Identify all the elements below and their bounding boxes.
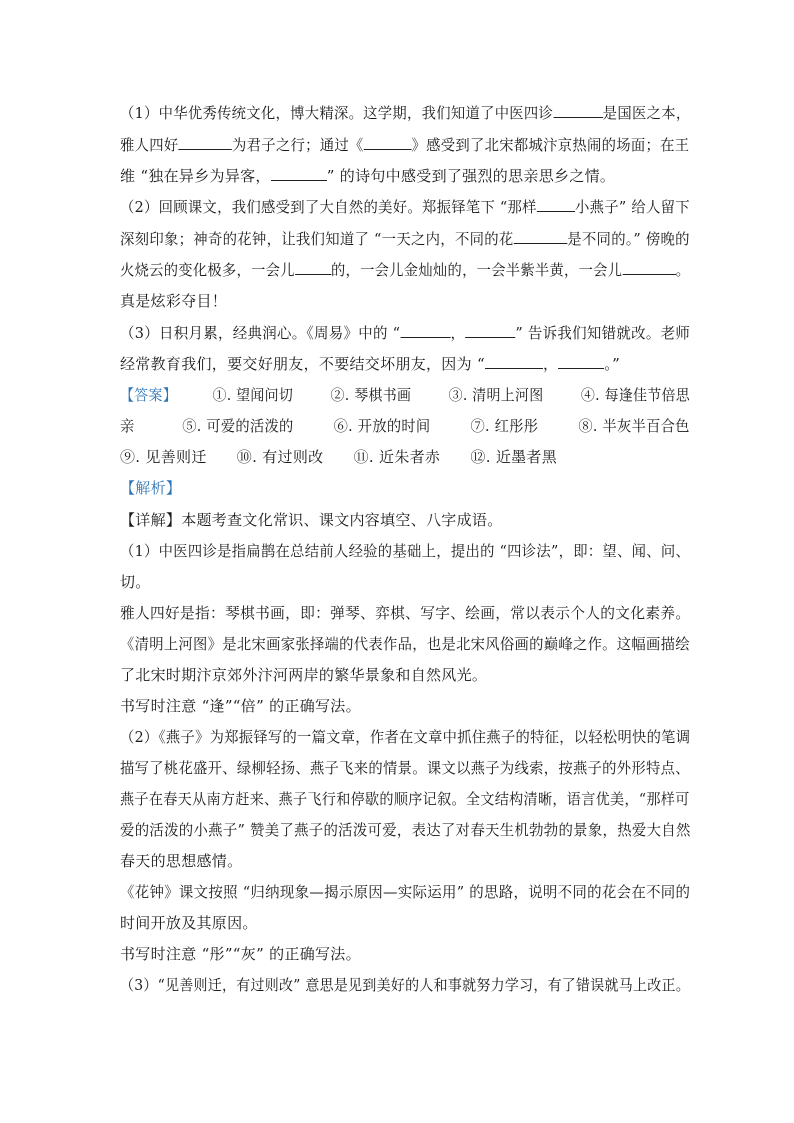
analysis-text: 描写了桃花盛开、绿柳轻扬、燕子飞来的情景。课文以燕子为线索，按燕子的外形特点、 — [120, 759, 690, 777]
question-line — [120, 135, 689, 155]
analysis-text: 了北宋时期汴京郊外汴河两岸的繁华景象和自然风光。 — [120, 666, 488, 684]
question-text: 真是炫彩夺目！ — [120, 292, 228, 310]
question-text: 经常教育我们，要交好朋友，不要结交坏朋友，因为 “ — [120, 355, 485, 373]
answer-item: ②. 琴棋书画 — [330, 386, 412, 404]
analysis-line — [120, 696, 361, 716]
answer-line — [120, 447, 557, 467]
answer-label: 【答案】 — [120, 386, 177, 404]
analysis-line — [120, 603, 690, 623]
question-text: 。” — [604, 355, 621, 373]
analysis-text: 切。 — [120, 573, 151, 591]
analysis-text: 《清明上河图》是北宋画家张择端的代表作品，也是北宋风俗画的巅峰之作。这幅画描绘 — [120, 635, 690, 653]
analysis-text: （3）“见善则迁，有过则改” 意思是见到美好的人和事就努力学习，有了错误就马上改正。 — [120, 976, 691, 994]
question-text: 》感受到了北宋都城汴京热闹的场面；在王 — [411, 136, 690, 154]
question-line — [120, 354, 620, 374]
analysis-line — [120, 789, 690, 809]
question-text: 为君子之行；通过《 — [232, 136, 364, 154]
answer-item: ③. 清明上河图 — [448, 386, 544, 404]
question-line — [120, 229, 690, 249]
analysis-line — [120, 758, 690, 778]
question-text: 是不同的。” 傍晚的 — [567, 230, 690, 248]
analysis-text: 《花钟》课文按照 “归纳现象—揭示原因—实际运用” 的思路，说明不同的花会在不同的 — [120, 883, 691, 901]
question-text: 维 “独在异乡为异客， — [120, 167, 271, 185]
fill-blank — [400, 323, 450, 338]
answer-item: 亲 — [120, 417, 135, 435]
analysis-line — [120, 820, 691, 840]
analysis-line — [120, 541, 690, 561]
detail-label: 【详解】 — [120, 511, 182, 529]
question-line — [120, 103, 690, 123]
analysis-line — [120, 944, 361, 964]
question-text: 雅人四好 — [120, 136, 179, 154]
analysis-line — [120, 634, 690, 654]
question-text: （3）日积月累，经典润心。《周易》中的 “ — [120, 324, 401, 342]
analysis-text: 时间开放及其原因。 — [120, 914, 258, 932]
analysis-text: （2）《燕子》为郑振铎写的一篇文章，作者在文章中抓住燕子的特征，以轻松明快的笔调 — [120, 728, 691, 746]
answer-item: ⑦. 红彤彤 — [470, 417, 539, 435]
analysis-line — [120, 913, 258, 933]
analysis-text: （1）中医四诊是指扁鹊在总结前人经验的基础上，提出的 “四诊法”，即：望、闻、问、 — [120, 542, 691, 560]
question-text: 小燕子” 给人留下 — [575, 198, 690, 216]
analysis-line — [120, 851, 242, 871]
question-line — [120, 260, 690, 280]
analysis-line — [120, 572, 151, 592]
fill-blank — [537, 197, 575, 212]
analysis-text: 书写时注意 “逢”“倍” 的正确写法。 — [120, 697, 361, 715]
analysis-line — [120, 510, 503, 530]
answer-item: ⑨. 见善则迁 — [120, 448, 207, 466]
question-line — [120, 197, 690, 217]
analysis-label: 【解析】 — [120, 479, 182, 497]
analysis-heading — [120, 478, 181, 498]
fill-blank — [465, 323, 515, 338]
question-text: （1）中华优秀传统文化，博大精深。这学期，我们知道了中医四诊 — [120, 104, 554, 122]
answer-item: ⑥. 开放的时间 — [333, 417, 431, 435]
answer-item: ⑫. 近墨者黑 — [470, 448, 558, 466]
fill-blank — [485, 354, 543, 369]
analysis-text: 燕子在春天从南方赶来、燕子飞行和停歇的顺序记叙。全文结构清晰，语言优美，“那样可 — [120, 790, 690, 808]
question-text: 是国医之本， — [602, 104, 691, 122]
fill-blank — [271, 166, 327, 181]
fill-blank — [553, 103, 603, 118]
question-text: 。 — [675, 261, 691, 279]
answer-line — [120, 416, 690, 436]
question-text: 的，一会儿金灿灿的，一会半紫半黄，一会儿 — [330, 261, 623, 279]
fill-blank — [364, 135, 412, 150]
question-text: 火烧云的变化极多，一会儿 — [120, 261, 295, 279]
fill-blank — [558, 354, 604, 369]
question-text: ” 告诉我们知错就改。老师 — [515, 324, 691, 342]
analysis-text: 春天的思想感情。 — [120, 852, 243, 870]
fill-blank — [179, 135, 233, 150]
question-line — [120, 166, 615, 186]
fill-blank — [622, 260, 675, 275]
fill-blank — [514, 229, 568, 244]
question-text: ” 的诗句中感受到了强烈的思亲思乡之情。 — [326, 167, 616, 185]
analysis-line — [120, 882, 690, 902]
answer-item: ①. 望闻问切 — [212, 386, 294, 404]
analysis-text: 爱的活泼的小燕子” 赞美了燕子的活泼可爱，表达了对春天生机勃勃的景象，热爱大自然 — [120, 821, 691, 839]
question-text: （2）回顾课文，我们感受到了大自然的美好。郑振铎笔下 “那样 — [120, 198, 537, 216]
analysis-text: 本题考查文化常识、课文内容填空、八字成语。 — [181, 511, 503, 529]
analysis-line — [120, 975, 690, 995]
analysis-text: 雅人四好是指：琴棋书画，即：弹琴、弈棋、写字、绘画，常以表示个人的文化素养。 — [120, 604, 691, 622]
answer-item: ④. 每逢佳节倍思 — [580, 386, 691, 404]
answer-item: ⑩. 有过则改 — [236, 448, 324, 466]
answer-item: ⑧. 半灰半百合色 — [578, 417, 690, 435]
answer-item: ⑤. 可爱的活泼的 — [182, 417, 294, 435]
answer-line — [120, 385, 690, 405]
analysis-line — [120, 727, 690, 747]
fill-blank — [295, 260, 331, 275]
question-line — [120, 291, 227, 311]
answer-item: ⑪. 近朱者赤 — [353, 448, 441, 466]
question-text: 深刻印象；神奇的花钟，让我们知道了 “一天之内，不同的花 — [120, 230, 514, 248]
question-line — [120, 323, 690, 343]
analysis-text: 书写时注意 “彤”“灰” 的正确写法。 — [120, 945, 361, 963]
question-text: ， — [450, 324, 466, 342]
analysis-line — [120, 665, 487, 685]
question-text: ， — [542, 355, 559, 373]
